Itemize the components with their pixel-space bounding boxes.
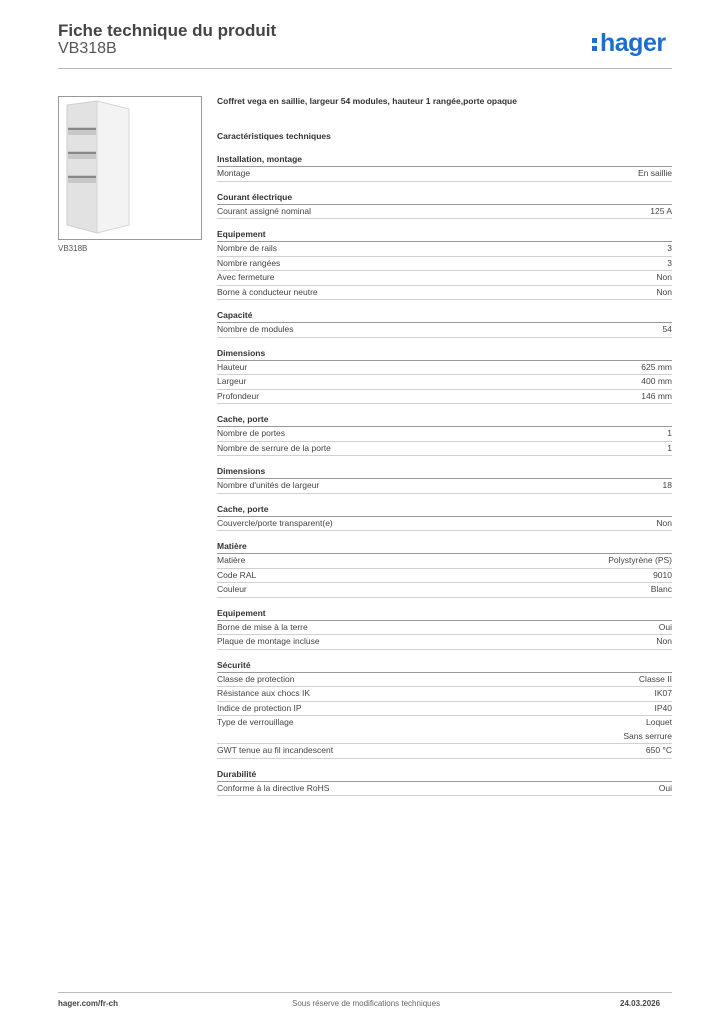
- spec-label: GWT tenue au fil incandescent: [217, 745, 334, 755]
- spec-value-line: 625 mm: [641, 361, 672, 372]
- spec-value-line: 54: [662, 324, 672, 334]
- footer-website: hager.com/fr-ch: [58, 999, 119, 1008]
- spec-row: [217, 479, 672, 494]
- spec-section: [217, 413, 672, 456]
- page-title: Fiche technique du produit: [58, 21, 277, 40]
- section-title: Dimensions: [217, 465, 672, 479]
- spec-row: [217, 361, 672, 376]
- spec-label: Conforme à la directive RoHS: [217, 782, 330, 793]
- spec-value: [659, 621, 672, 635]
- logo-dots-icon: [592, 35, 598, 54]
- spec-row: [217, 621, 672, 636]
- spec-label: Nombre d'unités de largeur: [217, 480, 320, 490]
- product-image: [58, 96, 202, 240]
- spec-row: [217, 702, 672, 717]
- spec-value-line: IK07: [654, 688, 672, 698]
- spec-section: [217, 347, 672, 405]
- image-caption: VB318B: [58, 244, 88, 253]
- spec-sections: [217, 153, 672, 796]
- spec-section: [217, 607, 672, 650]
- spec-row: [217, 569, 672, 584]
- spec-value-line: Sans serrure: [623, 730, 672, 741]
- spec-label: Code RAL: [217, 569, 257, 580]
- spec-value-line: Non: [656, 272, 672, 282]
- spec-section: [217, 540, 672, 598]
- spec-value-line: Non: [656, 517, 672, 528]
- spec-value: [608, 554, 672, 568]
- spec-section: [217, 153, 672, 182]
- spec-value-line: 650 °C: [645, 745, 672, 755]
- spec-section: [217, 465, 672, 494]
- spec-value: [656, 286, 672, 300]
- spec-row: [217, 257, 672, 272]
- spec-value: [667, 242, 672, 256]
- characteristics-heading: Caractéristiques techniques: [217, 131, 331, 141]
- spec-label: Montage: [217, 168, 251, 178]
- spec-label: Nombre de portes: [217, 428, 286, 438]
- hager-logo: [592, 29, 666, 58]
- spec-value: [656, 635, 672, 649]
- spec-value: [663, 323, 672, 337]
- enclosure-illustration-icon: [59, 97, 201, 239]
- section-title: Matière: [217, 540, 672, 554]
- section-title: Equipement: [217, 228, 672, 242]
- spec-value-line: Non: [656, 286, 672, 297]
- spec-row: [217, 517, 672, 532]
- spec-value: [639, 673, 672, 687]
- product-reference: VB318B: [58, 40, 117, 57]
- spec-label: Résistance aux chocs IK: [217, 688, 311, 698]
- spec-value: [667, 442, 672, 456]
- spec-value: [656, 271, 672, 285]
- spec-section: [217, 503, 672, 532]
- footer-date: 24.03.2026: [620, 999, 661, 1008]
- section-title: Courant électrique: [217, 191, 672, 205]
- spec-row: [217, 554, 672, 569]
- spec-row: [217, 782, 672, 797]
- spec-section: [217, 309, 672, 338]
- spec-value: [667, 427, 672, 441]
- spec-value-line: 1: [667, 442, 672, 453]
- spec-value: [641, 375, 672, 389]
- product-description: Coffret vega en saillie, largeur 54 modules, hauteur 1 rangée,porte opaque: [217, 96, 517, 106]
- section-title: Equipement: [217, 607, 672, 621]
- spec-label: Type de verrouillage: [217, 717, 294, 727]
- spec-row: [217, 744, 672, 759]
- spec-value-line: Oui: [658, 782, 672, 793]
- spec-section: [217, 768, 672, 797]
- spec-section: [217, 659, 672, 759]
- section-title: Dimensions: [217, 347, 672, 361]
- spec-label: Couvercle/porte transparent(e): [217, 517, 333, 528]
- spec-label: Nombre de modules: [217, 324, 294, 334]
- spec-value: [659, 782, 672, 796]
- spec-label: Largeur: [217, 376, 247, 386]
- section-title: Installation, montage: [217, 153, 672, 167]
- spec-value: [651, 583, 672, 597]
- spec-row: [217, 442, 672, 457]
- spec-label: Nombre rangées: [217, 257, 281, 268]
- spec-row: [217, 375, 672, 390]
- spec-value-line: 400 mm: [641, 376, 672, 386]
- spec-label: Nombre de serrure de la porte: [217, 442, 331, 453]
- spec-value-line: 1: [667, 428, 672, 438]
- spec-row: [217, 716, 672, 744]
- spec-value: [650, 205, 672, 219]
- spec-value: [638, 167, 672, 181]
- spec-label: Matière: [217, 555, 246, 565]
- spec-value-line: 3: [667, 243, 672, 253]
- spec-value: [623, 716, 672, 743]
- spec-value-line: 146 mm: [641, 390, 672, 401]
- footer-divider: [58, 992, 672, 993]
- spec-value: [653, 569, 672, 583]
- section-title: Durabilité: [217, 768, 672, 782]
- spec-value-line: Classe II: [638, 673, 672, 684]
- spec-row: [217, 286, 672, 301]
- spec-value-line: 3: [667, 257, 672, 268]
- header-divider: [58, 68, 672, 69]
- spec-row: [217, 583, 672, 598]
- spec-value-line: Oui: [658, 621, 672, 632]
- spec-row: [217, 673, 672, 688]
- spec-label: Plaque de montage incluse: [217, 636, 320, 646]
- spec-value-line: Blanc: [650, 584, 672, 594]
- spec-label: Borne de mise à la terre: [217, 621, 308, 632]
- spec-row: [217, 271, 672, 286]
- spec-label: Avec fermeture: [217, 272, 275, 282]
- spec-row: [217, 242, 672, 257]
- section-title: Sécurité: [217, 659, 672, 673]
- section-title: Cache, porte: [217, 503, 672, 517]
- spec-row: [217, 205, 672, 220]
- spec-value: [655, 702, 673, 716]
- spec-label: Indice de protection IP: [217, 702, 302, 713]
- spec-label: Couleur: [217, 584, 247, 594]
- spec-value: [656, 517, 672, 531]
- spec-row: [217, 635, 672, 650]
- spec-value-line: 125 A: [650, 205, 672, 216]
- spec-value-line: 18: [662, 480, 672, 490]
- spec-label: Nombre de rails: [217, 243, 277, 253]
- spec-label: Borne à conducteur neutre: [217, 286, 318, 297]
- spec-row: [217, 427, 672, 442]
- spec-label: Classe de protection: [217, 673, 295, 684]
- spec-label: Hauteur: [217, 361, 248, 372]
- logo-text: hager: [600, 29, 666, 57]
- spec-value-line: Polystyrène (PS): [608, 555, 672, 565]
- section-title: Cache, porte: [217, 413, 672, 427]
- section-title: Capacité: [217, 309, 672, 323]
- spec-label: Courant assigné nominal: [217, 205, 312, 216]
- spec-value: [646, 744, 672, 758]
- spec-section: [217, 191, 672, 220]
- spec-value-line: IP40: [654, 702, 672, 713]
- spec-label: Profondeur: [217, 390, 260, 401]
- footer-notice: Sous réserve de modifications techniques: [292, 999, 441, 1008]
- spec-content: [217, 96, 672, 805]
- spec-value: [641, 390, 672, 404]
- spec-value-line: En saillie: [637, 168, 672, 178]
- spec-value: [663, 479, 672, 493]
- spec-value-line: Non: [656, 636, 672, 646]
- spec-row: [217, 687, 672, 702]
- spec-value-line: 9010: [653, 569, 672, 580]
- spec-row: [217, 167, 672, 182]
- spec-value: [641, 361, 672, 375]
- spec-row: [217, 390, 672, 405]
- spec-value-line: Loquet: [646, 717, 672, 727]
- spec-value: [667, 257, 672, 271]
- spec-section: [217, 228, 672, 300]
- spec-row: [217, 323, 672, 338]
- spec-value: [655, 687, 673, 701]
